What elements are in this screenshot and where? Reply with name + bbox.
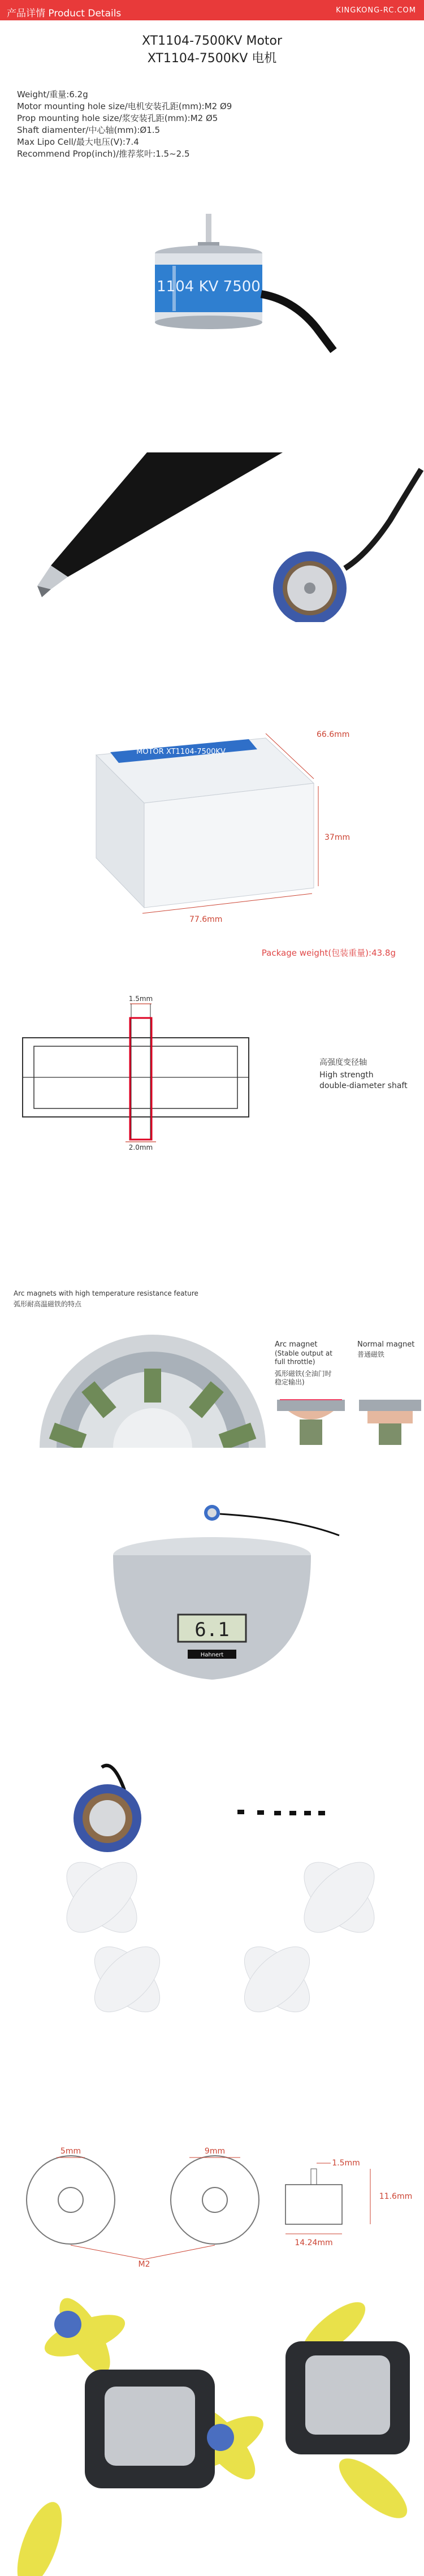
spec-motor-hole: Motor mounting hole size/电机安装孔距(mm):M2 Ø9 (17, 101, 232, 111)
arc-magnet-desc-2: full throttle) (275, 1358, 315, 1366)
arc-magnet-cn-1: 弧形磁铁(全油门时 (275, 1370, 332, 1378)
magnet-caption-en: Arc magnets with high temperature resistance feature (14, 1289, 198, 1297)
shaft-top-dim: 1.5mm (128, 995, 153, 1003)
arc-magnet-desc-1: (Stable output at (275, 1349, 332, 1357)
weight-scale-image (0, 1501, 424, 1694)
drone-application-image (0, 2279, 424, 2576)
package-height: 37mm (325, 833, 351, 842)
normal-magnet-cn: 普通磁铁 (357, 1350, 385, 1358)
motor-hero-image (0, 209, 424, 356)
arc-magnet-title: Arc magnet (275, 1340, 318, 1349)
dim-thread: M2 (138, 2260, 150, 2268)
pen-size-comparison (0, 452, 424, 622)
shaft-note-en-2: double-diameter shaft (319, 1081, 408, 1090)
package-contents-image (0, 1756, 424, 2027)
spec-max-lipo: Max Lipo Cell/最大电压(V):7.4 (17, 137, 139, 147)
shaft-note-en-1: High strength (319, 1071, 374, 1080)
spec-prop-hole: Prop mounting hole size/浆安装孔距(mm):M2 Ø5 (17, 113, 218, 123)
motor-print-model: 1104 KV 7500 (157, 278, 261, 295)
header-title: 产品详情 Product Details (7, 8, 122, 19)
header-bar (0, 0, 424, 20)
box-label: MOTOR XT1104-7500KV (136, 748, 226, 756)
dim-height: 11.6mm (379, 2192, 413, 2201)
spec-weight: Weight/重量:6.2g (17, 89, 88, 100)
spec-recommend-prop: Recommend Prop(inch)/推荐浆叶:1.5~2.5 (17, 149, 190, 159)
shaft-bottom-dim: 2.0mm (128, 1144, 153, 1151)
product-title-en: XT1104-7500KV Motor (141, 34, 283, 48)
package-weight: Package weight(包装重量):43.8g (261, 948, 396, 958)
shaft-note-cn: 高强度变径轴 (319, 1058, 367, 1067)
scale-display: 6.1 (194, 1619, 230, 1641)
magnet-comparison-image (0, 1388, 424, 1445)
package-section (0, 710, 424, 964)
site-url[interactable]: KINGKONG-RC.COM (336, 6, 416, 15)
arc-magnet-cn-2: 稳定输出) (275, 1378, 305, 1386)
dimensions-diagram (0, 2138, 424, 2268)
dim-prop-hole: 5mm (60, 2147, 81, 2156)
package-width: 66.6mm (317, 730, 350, 739)
scale-brand: Hahnert (200, 1652, 224, 1658)
normal-magnet-title: Normal magnet (357, 1340, 415, 1349)
package-length: 77.6mm (189, 915, 223, 924)
dim-shaft: 1.5mm (332, 2159, 360, 2168)
product-title-cn: XT1104-7500KV 电机 (147, 51, 277, 66)
spec-shaft: Shaft diamenter/中心轴(mm):Ø1.5 (17, 125, 161, 135)
magnet-caption-cn: 弧形耐高温磁铁的特点 (14, 1300, 82, 1308)
dim-diameter: 14.24mm (295, 2238, 333, 2247)
dim-motor-hole: 9mm (204, 2147, 226, 2156)
